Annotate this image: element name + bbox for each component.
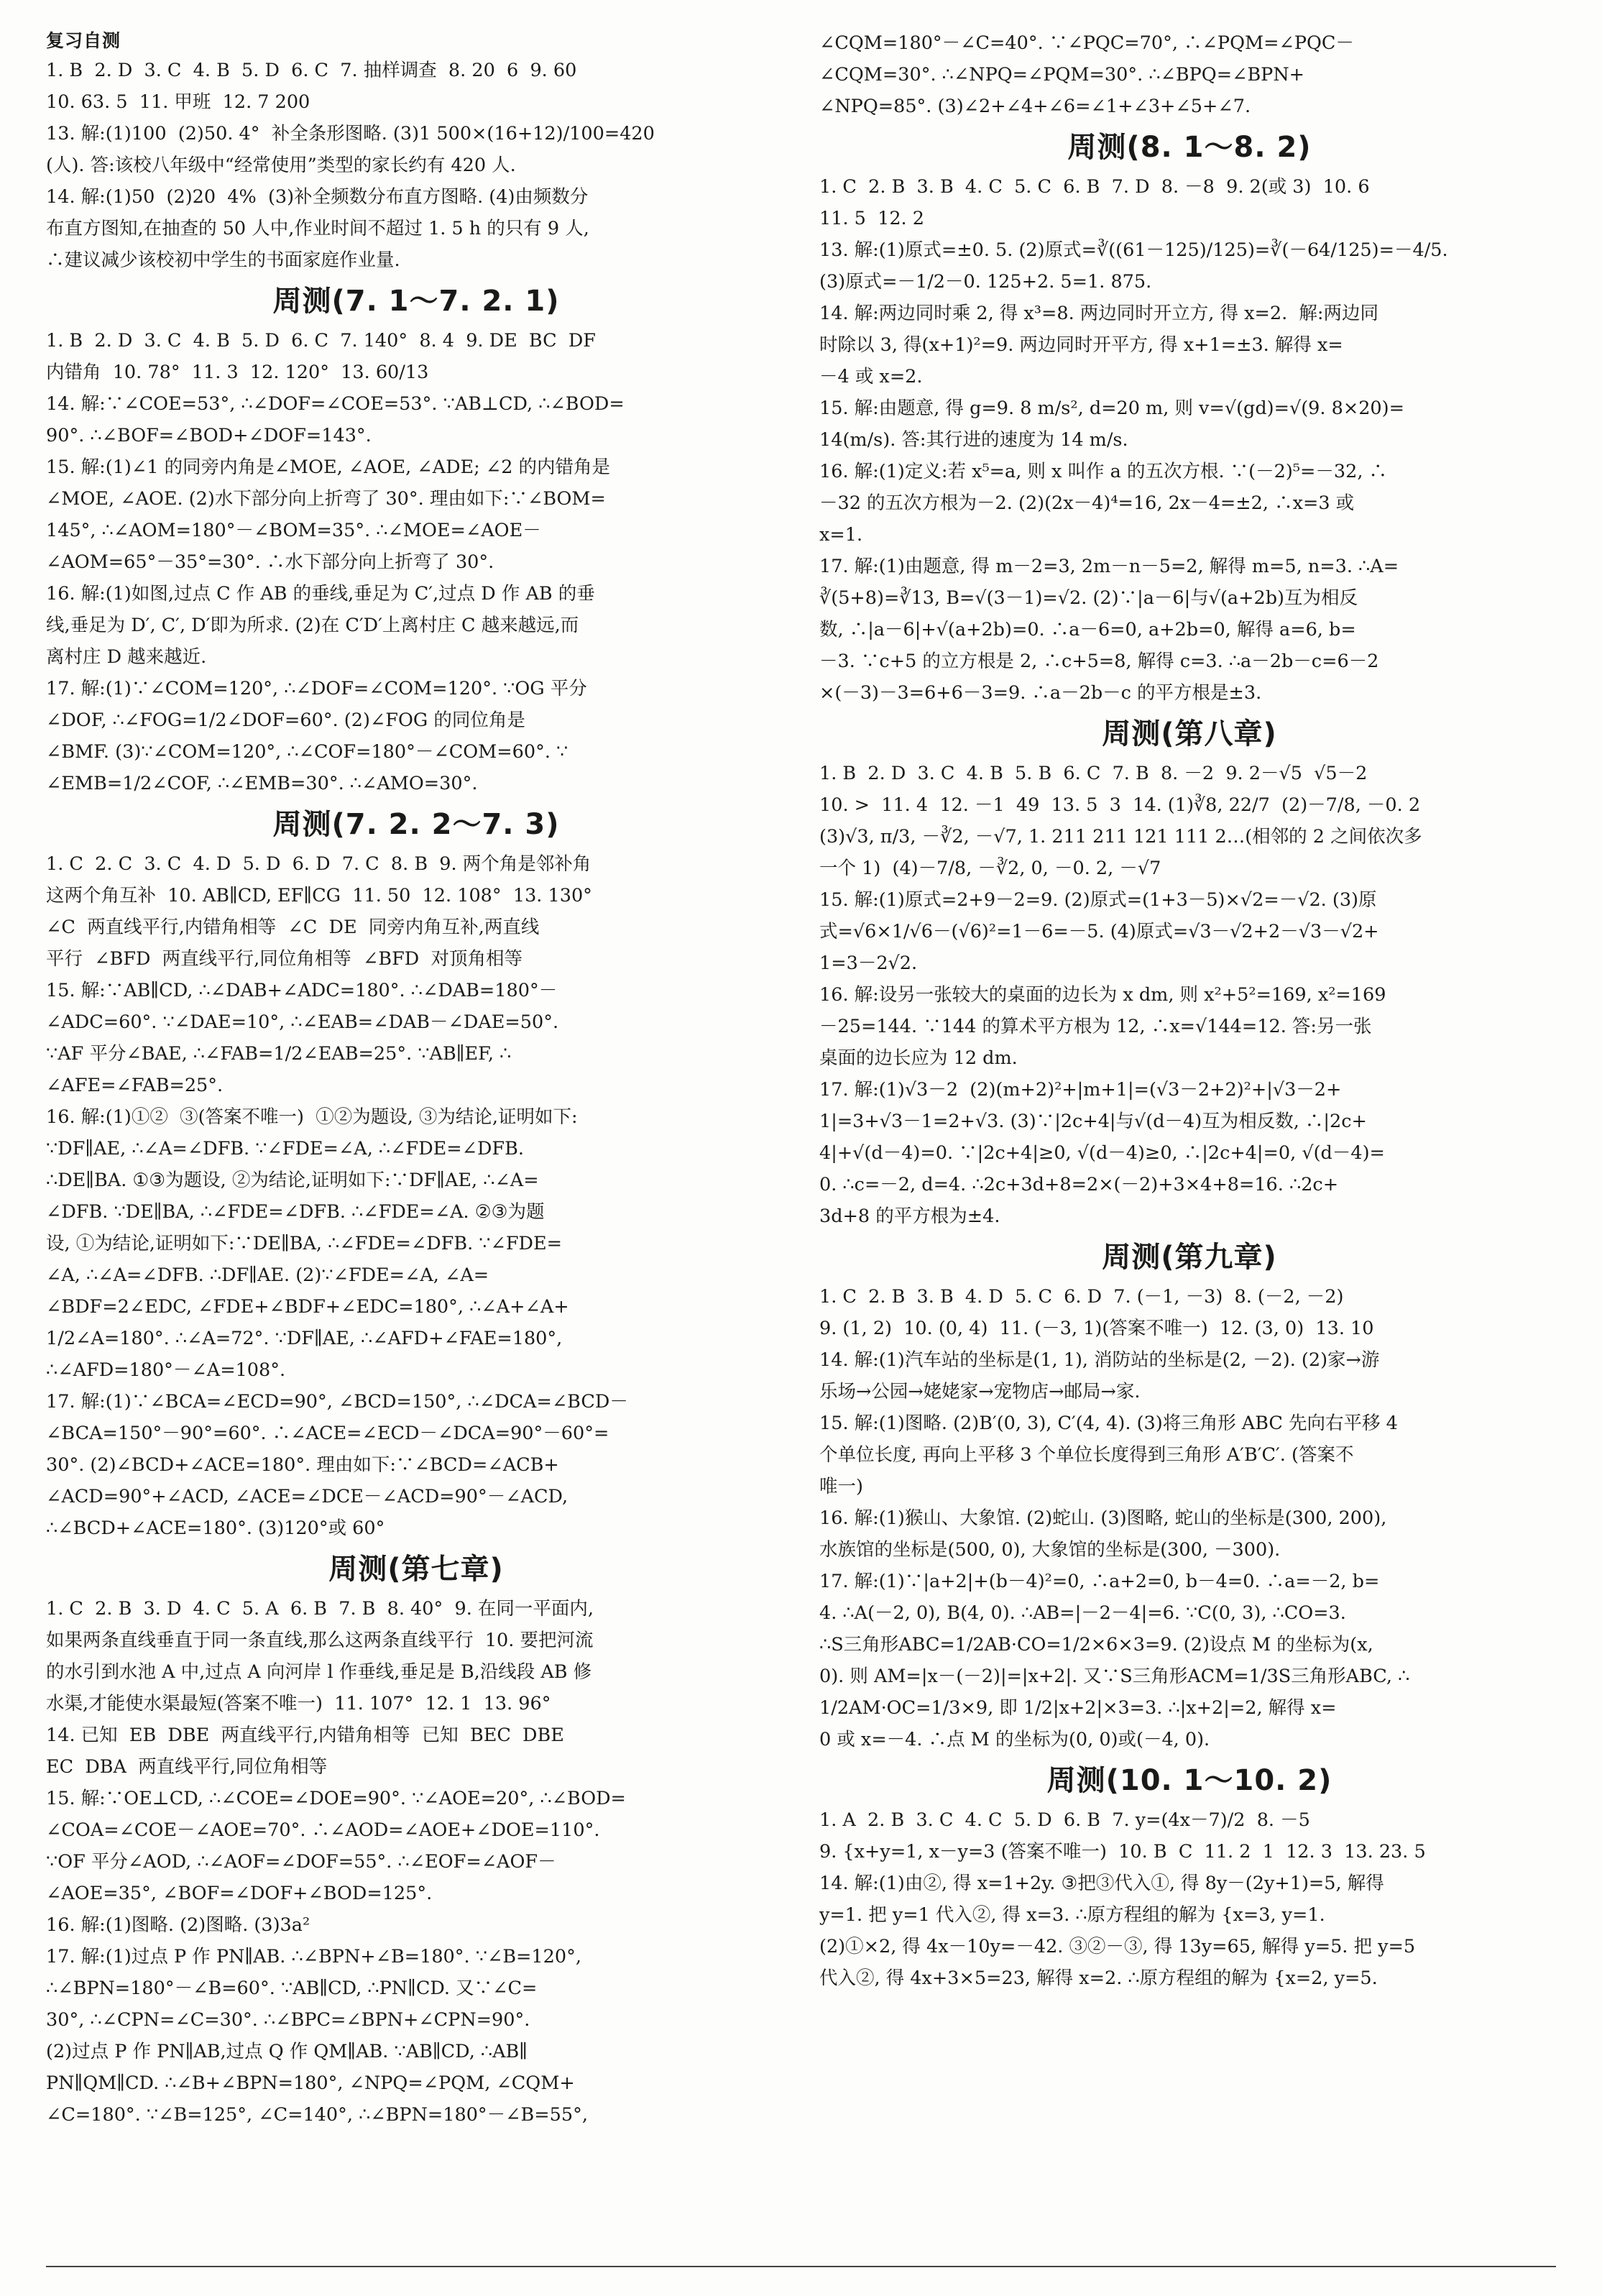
answer-line: 15. 解:∵OE⊥CD, ∴∠COE=∠DOE=90°. ∵∠AOE=20°, ∴∠BOD= <box>46 1788 626 1809</box>
section-title: 周测(7. 1～7. 2. 1) <box>272 285 560 318</box>
right-column <box>819 27 1560 1994</box>
answer-line: 1. C 2. C 3. C 4. D 5. D 6. D 7. C 8. B 9. 两个角是邻补角 <box>46 853 591 875</box>
answer-line: 个单位长度, 再向上平移 3 个单位长度得到三角形 A′B′C′. (答案不 <box>819 1444 1354 1466</box>
answer-line: －3. ∵c+5 的立方根是 2, ∴c+5=8, 解得 c=3. ∴a－2b－c=6－2 <box>819 651 1379 672</box>
answer-line: 0 或 x=－4. ∴点 M 的坐标为(0, 0)或(－4, 0). <box>819 1729 1210 1750</box>
answer-line: 时除以 3, 得(x+1)²=9. 两边同时开平方, 得 x+1=±3. 解得 x= <box>819 334 1343 356</box>
answer-line: ∠C 两直线平行,内错角相等 ∠C DE 同旁内角互补,两直线 <box>46 917 540 938</box>
answer-line: 1. C 2. B 3. B 4. D 5. C 6. D 7. (－1, －3) 8. (－2, －2) <box>819 1286 1344 1308</box>
answer-line: ∛(5+8)=∛13, B=√(3－1)=√2. (2)∵|a－6|与√(a+2b)互为相反 <box>819 587 1358 609</box>
answer-line: 水渠,才能使水渠最短(答案不唯一) 11. 107° 12. 1 13. 96° <box>46 1693 551 1714</box>
answer-line: 16. 解:(1)图略. (2)图略. (3)3a² <box>46 1914 310 1936</box>
answer-line: 11. 5 12. 2 <box>819 208 924 229</box>
answer-line: ∠NPQ=85°. (3)∠2+∠4+∠6=∠1+∠3+∠5+∠7. <box>819 96 1251 117</box>
answer-line: 水族馆的坐标是(500, 0), 大象馆的坐标是(300, －300). <box>819 1539 1281 1561</box>
answer-line: PN∥QM∥CD. ∴∠B+∠BPN=180°, ∠NPQ=∠PQM, ∠CQM+ <box>46 2072 575 2094</box>
answer-line: ∴∠BPN=180°－∠B=60°. ∵AB∥CD, ∴PN∥CD. 又∵∠C= <box>46 1978 538 1999</box>
answer-line: ∴DE∥BA. ①③为题设, ②为结论,证明如下:∵DF∥AE, ∴∠A= <box>46 1170 539 1191</box>
answer-line: ∠C=180°. ∵∠B=125°, ∠C=140°, ∴∠BPN=180°－∠B=55°, <box>46 2104 588 2126</box>
answer-line: 16. 解:(1)如图,过点 C 作 AB 的垂线,垂足为 C′,过点 D 作 AB 的垂 <box>46 583 595 605</box>
answer-line: 式=√6×1/√6－(√6)²=1－6=－5. (4)原式=√3－√2+2－√3－√2+ <box>819 921 1379 942</box>
answer-line: 10. 63. 5 11. 甲班 12. 7 200 <box>46 91 310 113</box>
answer-line: 如果两条直线垂直于同一条直线,那么这两条直线平行 10. 要把河流 <box>46 1630 594 1651</box>
answer-line: ∠DFB. ∵DE∥BA, ∴∠FDE=∠DFB. ∴∠FDE=∠A. ②③为题 <box>46 1201 545 1223</box>
answer-line: (2)①×2, 得 4x－10y=－42. ③②－③, 得 13y=65, 解得 y=5. 把 y=5 <box>819 1936 1416 1957</box>
section-title: 周测(10. 1～10. 2) <box>1046 1764 1332 1797</box>
answer-line: y=1. 把 y=1 代入②, 得 x=3. ∴原方程组的解为 {x=3, y=1. <box>819 1904 1325 1926</box>
answer-line: ∠BDF=2∠EDC, ∠FDE+∠BDF+∠EDC=180°, ∴∠A+∠A+ <box>46 1296 569 1318</box>
answer-line: 这两个角互补 10. AB∥CD, EF∥CG 11. 50 12. 108° 13. 130° <box>46 885 592 906</box>
answer-line: 9. (1, 2) 10. (0, 4) 11. (－3, 1)(答案不唯一) 12. (3, 0) 13. 10 <box>819 1318 1374 1339</box>
answer-line: ∠COA=∠COE－∠AOE=70°. ∴∠AOD=∠AOE+∠DOE=110°. <box>46 1819 600 1841</box>
answer-line: ∠MOE, ∠AOE. (2)水下部分向上折弯了 30°. 理由如下:∵∠BOM= <box>46 488 606 510</box>
answer-line: 1. B 2. D 3. C 4. B 5. B 6. C 7. B 8. －2 9. 2－√5 √5－2 <box>819 763 1368 784</box>
answer-line: 3d+8 的平方根为±4. <box>819 1206 1000 1227</box>
answer-line: 1. C 2. B 3. B 4. C 5. C 6. B 7. D 8. －8 9. 2(或 3) 10. 6 <box>819 176 1370 198</box>
answer-line: 15. 解:(1)图略. (2)B′(0, 3), C′(4, 4). (3)将三角形 ABC 先向右平移 4 <box>819 1413 1398 1434</box>
answer-line: ∠AOE=35°, ∠BOF=∠DOF+∠BOD=125°. <box>46 1883 433 1904</box>
answer-line: 16. 解:设另一张较大的桌面的边长为 x dm, 则 x²+5²=169, x²=169 <box>819 984 1386 1006</box>
answer-line: ∠BCA=150°－90°=60°. ∴∠ACE=∠ECD－∠DCA=90°－60°= <box>46 1423 609 1444</box>
answer-line: ×(－3)－3=6+6－3=9. ∴a－2b－c 的平方根是±3. <box>819 682 1262 704</box>
answer-line: 布直方图知,在抽查的 50 人中,作业时间不超过 1. 5 h 的只有 9 人, <box>46 218 589 239</box>
answer-line: ∠ACD=90°+∠ACD, ∠ACE=∠DCE－∠ACD=90°－∠ACD, <box>46 1486 568 1507</box>
answer-line: 1. A 2. B 3. C 4. C 5. D 6. B 7. y=(4x－7)/2 8. －5 <box>819 1809 1310 1831</box>
answer-line: ∴S三角形ABC=1/2AB·CO=1/2×6×3=9. (2)设点 M 的坐标为(x, <box>819 1634 1373 1656</box>
answer-line: ∠CQM=180°－∠C=40°. ∵∠PQC=70°, ∴∠PQM=∠PQC－ <box>819 32 1354 54</box>
answer-line: ∵AF 平分∠BAE, ∴∠FAB=1/2∠EAB=25°. ∵AB∥EF, ∴ <box>46 1043 512 1065</box>
answer-line: 14. 解:(1)50 (2)20 4% (3)补全频数分布直方图略. (4)由频数分 <box>46 186 589 208</box>
answer-line: 0). 则 AM=|x－(－2)|=|x+2|. 又∵S三角形ACM=1/3S三角形ABC, ∴ <box>819 1666 1410 1687</box>
section-title: 周测(第七章) <box>328 1553 504 1586</box>
answer-line: 10. > 11. 4 12. －1 49 13. 5 3 14. (1)∛8, 22/7 (2)－7/8, －0. 2 <box>819 794 1421 816</box>
answer-line: 17. 解:(1)∵∠BCA=∠ECD=90°, ∠BCD=150°, ∴∠DCA=∠BCD－ <box>46 1391 628 1413</box>
answer-line: (3)√3, π/3, －∛2, －√7, 1. 211 211 121 111 2…(相邻的 2 之间依次多 <box>819 826 1422 848</box>
answer-line: 0. ∴c=－2, d=4. ∴2c+3d+8=2×(－2)+3×4+8=16. ∴2c+ <box>819 1174 1339 1195</box>
answer-line: 4|+√(d－4)=0. ∵|2c+4|≥0, √(d－4)≥0, ∴|2c+4|=0, √(d－4)= <box>819 1142 1385 1164</box>
answer-line: 30°. (2)∠BCD+∠ACE=180°. 理由如下:∵∠BCD=∠ACB+ <box>46 1454 559 1476</box>
answer-line: 桌面的边长应为 12 dm. <box>819 1047 1018 1069</box>
answer-line: ∠AFE=∠FAB=25°. <box>46 1075 224 1096</box>
answer-line: ∠BMF. (3)∵∠COM=120°, ∴∠COF=180°－∠COM=60°. ∵ <box>46 741 568 763</box>
answer-line: 1|=3+√3－1=2+√3. (3)∵|2c+4|与√(d－4)互为相反数, ∴|2c+ <box>819 1111 1367 1132</box>
answer-line: 15. 解:由题意, 得 g=9. 8 m/s², d=20 m, 则 v=√(gd)=√(9. 8×20)= <box>819 398 1404 419</box>
answer-line: 代入②, 得 4x+3×5=23, 解得 x=2. ∴原方程组的解为 {x=2, y=5. <box>819 1967 1378 1989</box>
answer-line: 平行 ∠BFD 两直线平行,同位角相等 ∠BFD 对顶角相等 <box>46 948 523 970</box>
answer-line: 15. 解:∵AB∥CD, ∴∠DAB+∠ADC=180°. ∴∠DAB=180°－ <box>46 980 558 1001</box>
answer-line: ∴∠BCD+∠ACE=180°. (3)120°或 60° <box>46 1517 385 1539</box>
answer-line: 14. 解:∵∠COE=53°, ∴∠DOF=∠COE=53°. ∵AB⊥CD, ∴∠BOD= <box>46 393 625 415</box>
answer-line: (3)原式=－1/2－0. 125+2. 5=1. 875. <box>819 271 1152 293</box>
answer-line: 1/2AM·OC=1/3×9, 即 1/2|x+2|×3=3. ∴|x+2|=2, 解得 x= <box>819 1697 1337 1719</box>
answer-line: 15. 解:(1)原式=2+9－2=9. (2)原式=(1+3－5)×√2=－√2. (3)原 <box>819 889 1377 911</box>
answer-line: (2)过点 P 作 PN∥AB,过点 Q 作 QM∥AB. ∵AB∥CD, ∴AB∥ <box>46 2041 528 2062</box>
answer-line: 14. 解:(1)由②, 得 x=1+2y. ③把③代入①, 得 8y－(2y+1)=5, 解得 <box>819 1873 1384 1894</box>
answer-line: 145°, ∴∠AOM=180°－∠BOM=35°. ∴∠MOE=∠AOE－ <box>46 520 541 541</box>
answer-line: ∴建议减少该校初中学生的书面家庭作业量. <box>46 249 400 271</box>
section-title: 周测(7. 2. 2～7. 3) <box>272 808 560 841</box>
answer-line: 16. 解:(1)①② ③(答案不唯一) ①②为题设, ③为结论,证明如下: <box>46 1106 578 1128</box>
answer-line: －25=144. ∵144 的算术平方根为 12, ∴x=√144=12. 答:另一张 <box>819 1016 1372 1037</box>
answer-line: 16. 解:(1)猴山、大象馆. (2)蛇山. (3)图略, 蛇山的坐标是(300, 200), <box>819 1507 1387 1529</box>
answer-line: 17. 解:(1)√3－2 (2)(m+2)²+|m+1|=(√3－2+2)²+|√3－2+ <box>819 1079 1342 1101</box>
answer-line: 13. 解:(1)100 (2)50. 4° 补全条形图略. (3)1 500×(16+12)/100=420 <box>46 123 655 144</box>
section-title: 复习自测 <box>46 30 121 51</box>
answer-line: 17. 解:(1)∵|a+2|+(b－4)²=0, ∴a+2=0, b－4=0. ∴a=－2, b= <box>819 1571 1380 1592</box>
answer-line: －32 的五次方根为－2. (2)(2x－4)⁴=16, 2x－4=±2, ∴x=3 或 <box>819 492 1355 514</box>
answer-line: 4. ∴A(－2, 0), B(4, 0). ∴AB=|－2－4|=6. ∵C(0, 3), ∴CO=3. <box>819 1602 1346 1624</box>
answer-line: 17. 解:(1)∵∠COM=120°, ∴∠DOF=∠COM=120°. ∵OG 平分 <box>46 678 587 699</box>
section-title: 周测(第八章) <box>1102 717 1277 750</box>
answer-line: ∠DOF, ∴∠FOG=1/2∠DOF=60°. (2)∠FOG 的同位角是 <box>46 710 525 731</box>
answer-line: ∠CQM=30°. ∴∠NPQ=∠PQM=30°. ∴∠BPQ=∠BPN+ <box>819 64 1305 86</box>
answer-line: x=1. <box>819 524 863 546</box>
answer-line: 14. 已知 EB DBE 两直线平行,内错角相等 已知 BEC DBE <box>46 1725 564 1746</box>
answer-line: ∴∠AFD=180°－∠A=108°. <box>46 1359 286 1381</box>
answer-line: 线,垂足为 D′, C′, D′即为所求. (2)在 C′D′上离村庄 C 越来越远,而 <box>46 615 579 636</box>
answer-line: 1. B 2. D 3. C 4. B 5. D 6. C 7. 140° 8. 4 9. DE BC DF <box>46 330 596 352</box>
answer-line: 设, ①为结论,证明如下:∵DE∥BA, ∴∠FDE=∠DFB. ∵∠FDE= <box>46 1233 562 1254</box>
answer-line: 1. C 2. B 3. D 4. C 5. A 6. B 7. B 8. 40° 9. 在同一平面内, <box>46 1598 594 1620</box>
answer-line: ∠ADC=60°. ∵∠DAE=10°, ∴∠EAB=∠DAB－∠DAE=50°. <box>46 1011 559 1033</box>
section-title: 周测(第九章) <box>1102 1241 1277 1274</box>
answer-line: 30°, ∴∠CPN=∠C=30°. ∴∠BPC=∠BPN+∠CPN=90°. <box>46 2009 530 2031</box>
answer-line: 1. B 2. D 3. C 4. B 5. D 6. C 7. 抽样调查 8. 20 6 9. 60 <box>46 60 577 81</box>
section-title: 周测(8. 1～8. 2) <box>1067 131 1312 164</box>
answer-line: 乐场→公园→姥姥家→宠物店→邮局→家. <box>819 1381 1141 1402</box>
answer-line: (人). 答:该校八年级中“经常使用”类型的家长约有 420 人. <box>46 155 516 176</box>
answer-line: 的水引到水池 A 中,过点 A 向河岸 l 作垂线,垂足是 B,沿线段 AB 修 <box>46 1661 592 1683</box>
answer-line: 14(m/s). 答:其行进的速度为 14 m/s. <box>819 429 1128 451</box>
answer-line: 1=3－2√2. <box>819 952 918 974</box>
answer-line: 17. 解:(1)由题意, 得 m－2=3, 2m－n－5=2, 解得 m=5, n=3. ∴A= <box>819 556 1399 577</box>
answer-line: 9. {x+y=1, x－y=3 (答案不唯一) 10. B C 11. 2 1 12. 3 13. 23. 5 <box>819 1841 1426 1863</box>
bottom-rule <box>46 2266 1556 2267</box>
answer-line: ∵OF 平分∠AOD, ∴∠AOF=∠DOF=55°. ∴∠EOF=∠AOF－ <box>46 1851 556 1873</box>
answer-line: ∠AOM=65°－35°=30°. ∴水下部分向上折弯了 30°. <box>46 551 494 573</box>
left-column <box>46 27 786 2131</box>
answer-line: 17. 解:(1)过点 P 作 PN∥AB. ∴∠BPN+∠B=180°. ∵∠B=120°, <box>46 1946 581 1967</box>
answer-line: ∠A, ∴∠A=∠DFB. ∴DF∥AE. (2)∵∠FDE=∠A, ∠A= <box>46 1264 489 1286</box>
answer-line: EC DBA 两直线平行,同位角相等 <box>46 1756 328 1778</box>
answer-line: ∵DF∥AE, ∴∠A=∠DFB. ∵∠FDE=∠A, ∴∠FDE=∠DFB. <box>46 1138 524 1160</box>
answer-line: 90°. ∴∠BOF=∠BOD+∠DOF=143°. <box>46 425 372 446</box>
answer-line: 唯一) <box>819 1476 863 1497</box>
answer-line: 16. 解:(1)定义:若 x⁵=a, 则 x 叫作 a 的五次方根. ∵(－2)⁵=－32, ∴ <box>819 461 1388 482</box>
answer-line: 14. 解:(1)汽车站的坐标是(1, 1), 消防站的坐标是(2, －2). (2)家→游 <box>819 1349 1380 1371</box>
answer-line: 13. 解:(1)原式=±0. 5. (2)原式=∛((61－125)/125)=∛(－64/125)=－4/5. <box>819 239 1448 261</box>
answer-line: ∠EMB=1/2∠COF, ∴∠EMB=30°. ∴∠AMO=30°. <box>46 773 478 794</box>
answer-line: 1/2∠A=180°. ∴∠A=72°. ∵DF∥AE, ∴∠AFD+∠FAE=180°, <box>46 1328 563 1349</box>
answer-line: －4 或 x=2. <box>819 366 923 387</box>
answer-line: 内错角 10. 78° 11. 3 12. 120° 13. 60/13 <box>46 362 429 383</box>
answer-line: 一个 1) (4)－7/8, －∛2, 0, －0. 2, －√7 <box>819 858 1161 879</box>
answer-line: 15. 解:(1)∠1 的同旁内角是∠MOE, ∠AOE, ∠ADE; ∠2 的内错角是 <box>46 456 611 478</box>
answer-line: 14. 解:两边同时乘 2, 得 x³=8. 两边同时开立方, 得 x=2. 解:两边同 <box>819 303 1379 324</box>
answer-line: 离村庄 D 越来越近. <box>46 646 207 668</box>
answer-line: 数, ∴|a－6|+√(a+2b)=0. ∴a－6=0, a+2b=0, 解得 a=6, b= <box>819 619 1356 640</box>
